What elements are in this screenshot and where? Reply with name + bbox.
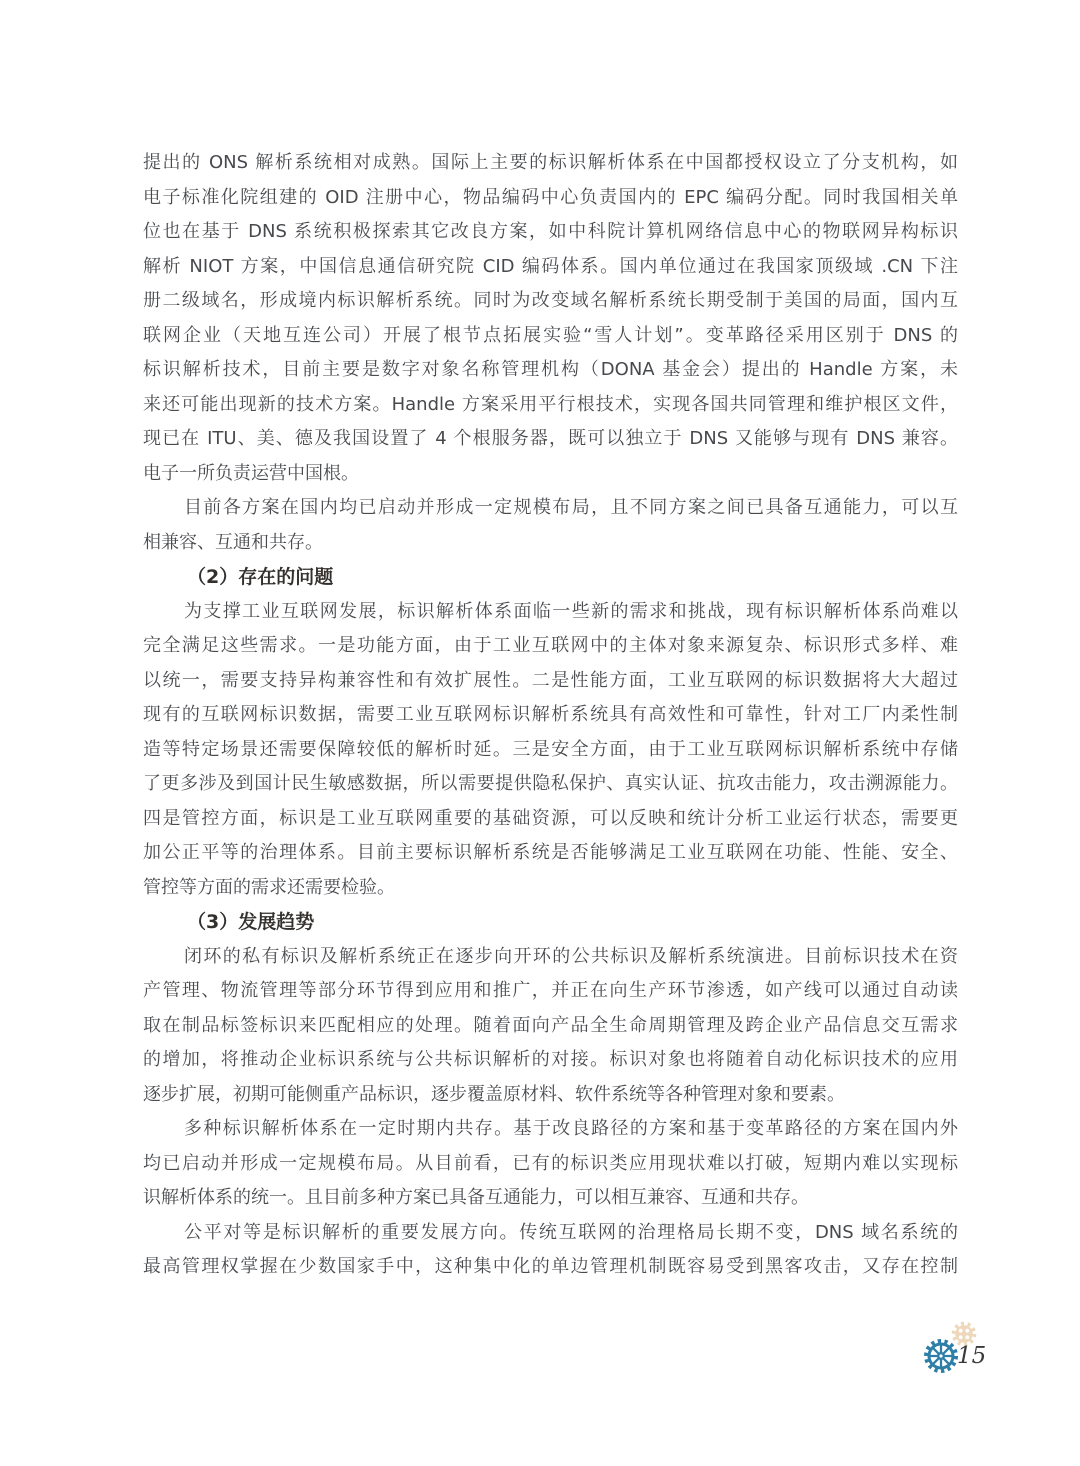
body-text [143, 146, 958, 1285]
text-line: 管控等方面的需求还需要检验。 [143, 876, 395, 898]
text-line: 闭环的私有标识及解析系统正在逐步向开环的公共标识及解析系统演进。目前标识技术在资 [184, 945, 958, 967]
text-line: 造等特定场景还需要保障较低的解析时延。三是安全方面，由于工业互联网标识解析系统中存储 [143, 738, 958, 760]
text-line: 多种标识解析体系在一定时期内共存。基于改良路径的方案和基于变革路径的方案在国内外 [184, 1118, 958, 1139]
text-line: 目前各方案在国内均已启动并形成一定规模布局，且不同方案之间已具备互通能力，可以互 [184, 497, 958, 518]
text-line: 公平对等是标识解析的重要发展方向。传统互联网的治理格局长期不变，DNS 域名系统的 [184, 1221, 958, 1243]
text-line: 来还可能出现新的技术方案。Handle 方案采用平行根技术，实现各国共同管理和维护根区文件， [143, 393, 958, 415]
section-heading: （2）存在的问题 [187, 566, 334, 588]
text-line: 电子标准化院组建的 OID 注册中心，物品编码中心负责国内的 EPC 编码分配。同时我国相关单 [143, 186, 958, 208]
text-line: 联网企业（天地互连公司）开展了根节点拓展实验“雪人计划”。变革路径采用区别于 DNS 的 [143, 324, 958, 346]
gear-wheel-icon [926, 1341, 956, 1371]
text-line: 了更多涉及到国计民生敏感数据，所以需要提供隐私保护、真实认证、抗攻击能力，攻击溯源能力。 [143, 773, 958, 794]
text-line: 完全满足这些需求。一是功能方面，由于工业互联网中的主体对象来源复杂、标识形式多样、难 [143, 635, 958, 656]
page-footer [905, 1310, 1025, 1400]
text-line: 提出的 ONS 解析系统相对成熟。国际上主要的标识解析体系在中国都授权设立了分支机构，如 [143, 152, 958, 173]
text-line: 加公正平等的治理体系。目前主要标识解析系统是否能够满足工业互联网在功能、性能、安全、 [143, 842, 958, 863]
text-line: 位也在基于 DNS 系统积极探索其它改良方案，如中科院计算机网络信息中心的物联网异构标识 [143, 221, 958, 242]
text-line: 相兼容、互通和共存。 [143, 531, 323, 553]
text-line: 现有的互联网标识数据，需要工业互联网标识解析系统具有高效性和可靠性，针对工厂内柔性制 [143, 704, 958, 725]
text-line: 的增加，将推动企业标识系统与公共标识解析的对接。标识对象也将随着自动化标识技术的应用 [143, 1049, 958, 1070]
text-line: 四是管控方面，标识是工业互联网重要的基础资源，可以反映和统计分析工业运行状态，需要更 [143, 807, 958, 829]
text-line: 以统一，需要支持异构兼容性和有效扩展性。二是性能方面，工业互联网的标识数据将大大超过 [143, 669, 958, 691]
text-line: 最高管理权掌握在少数国家手中，这种集中化的单边管理机制既容易受到黑客攻击，又存在控制 [143, 1256, 958, 1277]
text-line: 电子一所负责运营中国根。 [143, 462, 359, 484]
text-line: 册二级域名，形成境内标识解析系统。同时为改变域名解析系统长期受制于美国的局面，国内互 [143, 290, 958, 311]
text-line: 标识解析技术，目前主要是数字对象名称管理机构（DONA 基金会）提出的 Handle 方案，未 [143, 359, 958, 380]
text-line: 识解析体系的统一。且目前多种方案已具备互通能力，可以相互兼容、互通和共存。 [143, 1187, 809, 1208]
text-line: 解析 NIOT 方案，中国信息通信研究院 CID 编码体系。国内单位通过在我国家顶级域 .CN 下注 [143, 255, 958, 277]
text-line: 现已在 ITU、美、德及我国设置了 4 个根服务器，既可以独立于 DNS 又能够与现有 DNS 兼容。 [143, 428, 958, 449]
text-line: 产管理、物流管理等部分环节得到应用和推广，并正在向生产环节渗透，如产线可以通过自动读 [143, 980, 958, 1001]
gear-icon [954, 1324, 975, 1345]
text-line: 逐步扩展，初期可能侧重产品标识，逐步覆盖原材料、软件系统等各种管理对象和要素。 [143, 1083, 845, 1105]
section-heading: （3）发展趋势 [187, 911, 315, 933]
text-line: 为支撑工业互联网发展，标识解析体系面临一些新的需求和挑战，现有标识解析体系尚难以 [184, 600, 958, 622]
text-line: 均已启动并形成一定规模布局。从目前看，已有的标识类应用现状难以打破，短期内难以实现标 [143, 1152, 958, 1174]
text-line: 取在制品标签标识来匹配相应的处理。随着面向产品全生命周期管理及跨企业产品信息交互需求 [143, 1014, 958, 1036]
page-number: 15 [957, 1343, 987, 1369]
